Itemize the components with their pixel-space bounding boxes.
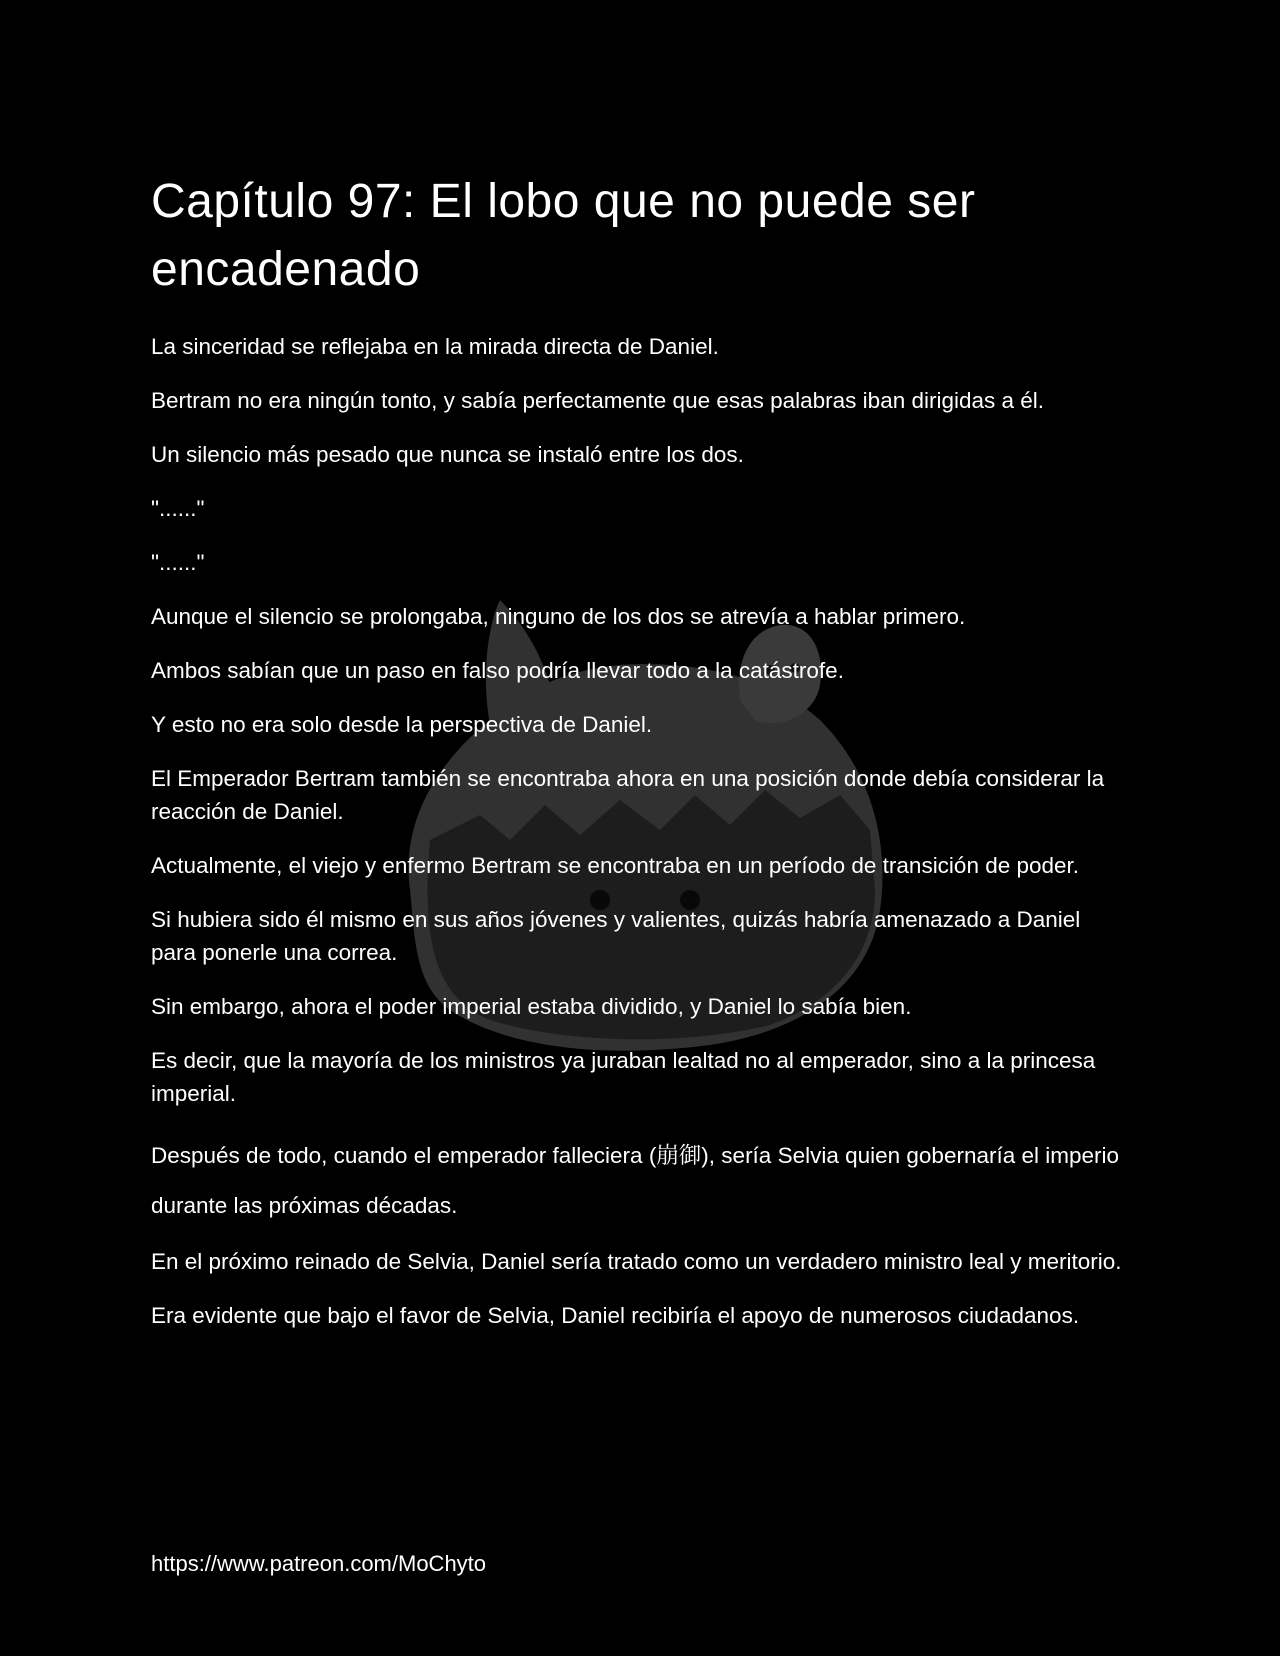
paragraph: Ambos sabían que un paso en falso podría llevar todo a la catástrofe. (151, 658, 844, 683)
paragraph: Sin embargo, ahora el poder imperial estaba dividido, y Daniel lo sabía bien. (151, 994, 912, 1019)
paragraph: Actualmente, el viejo y enfermo Bertram se encontraba en un período de transición de poder. (151, 853, 1080, 878)
paragraph: Es decir, que la mayoría de los ministros ya juraban lealtad no al emperador, sino a la princesa imperial. (151, 1048, 1096, 1106)
paragraph: Y esto no era solo desde la perspectiva de Daniel. (151, 712, 653, 737)
paragraph: En el próximo reinado de Selvia, Daniel sería tratado como un verdadero ministro leal y meritorio. (151, 1249, 1122, 1274)
paragraph: Después de todo, cuando el emperador falleciera (崩御), sería Selvia quien gobernaría el imperio durante las próximas décadas. (151, 1143, 1120, 1218)
paragraph: "......" (151, 496, 205, 521)
chapter-content (151, 168, 1131, 1353)
paragraph: Un silencio más pesado que nunca se instaló entre los dos. (151, 442, 744, 467)
patreon-link[interactable]: https://www.patreon.com/MoChyto (151, 1551, 487, 1576)
paragraph: Si hubiera sido él mismo en sus años jóvenes y valientes, quizás habría amenazado a Daniel para ponerle una correa. (151, 907, 1081, 965)
paragraph: El Emperador Bertram también se encontraba ahora en una posición donde debía considerar la reacción de Daniel. (151, 766, 1105, 824)
paragraph: Aunque el silencio se prolongaba, ninguno de los dos se atrevía a hablar primero. (151, 604, 966, 629)
paragraph: La sinceridad se reflejaba en la mirada directa de Daniel. (151, 334, 719, 359)
paragraph: Bertram no era ningún tonto, y sabía perfectamente que esas palabras iban dirigidas a él. (151, 388, 1045, 413)
paragraph: Era evidente que bajo el favor de Selvia, Daniel recibiría el apoyo de numerosos ciudadanos. (151, 1303, 1080, 1328)
chapter-title: Capítulo 97: El lobo que no puede ser encadenado (151, 175, 976, 296)
paragraph: "......" (151, 550, 205, 575)
